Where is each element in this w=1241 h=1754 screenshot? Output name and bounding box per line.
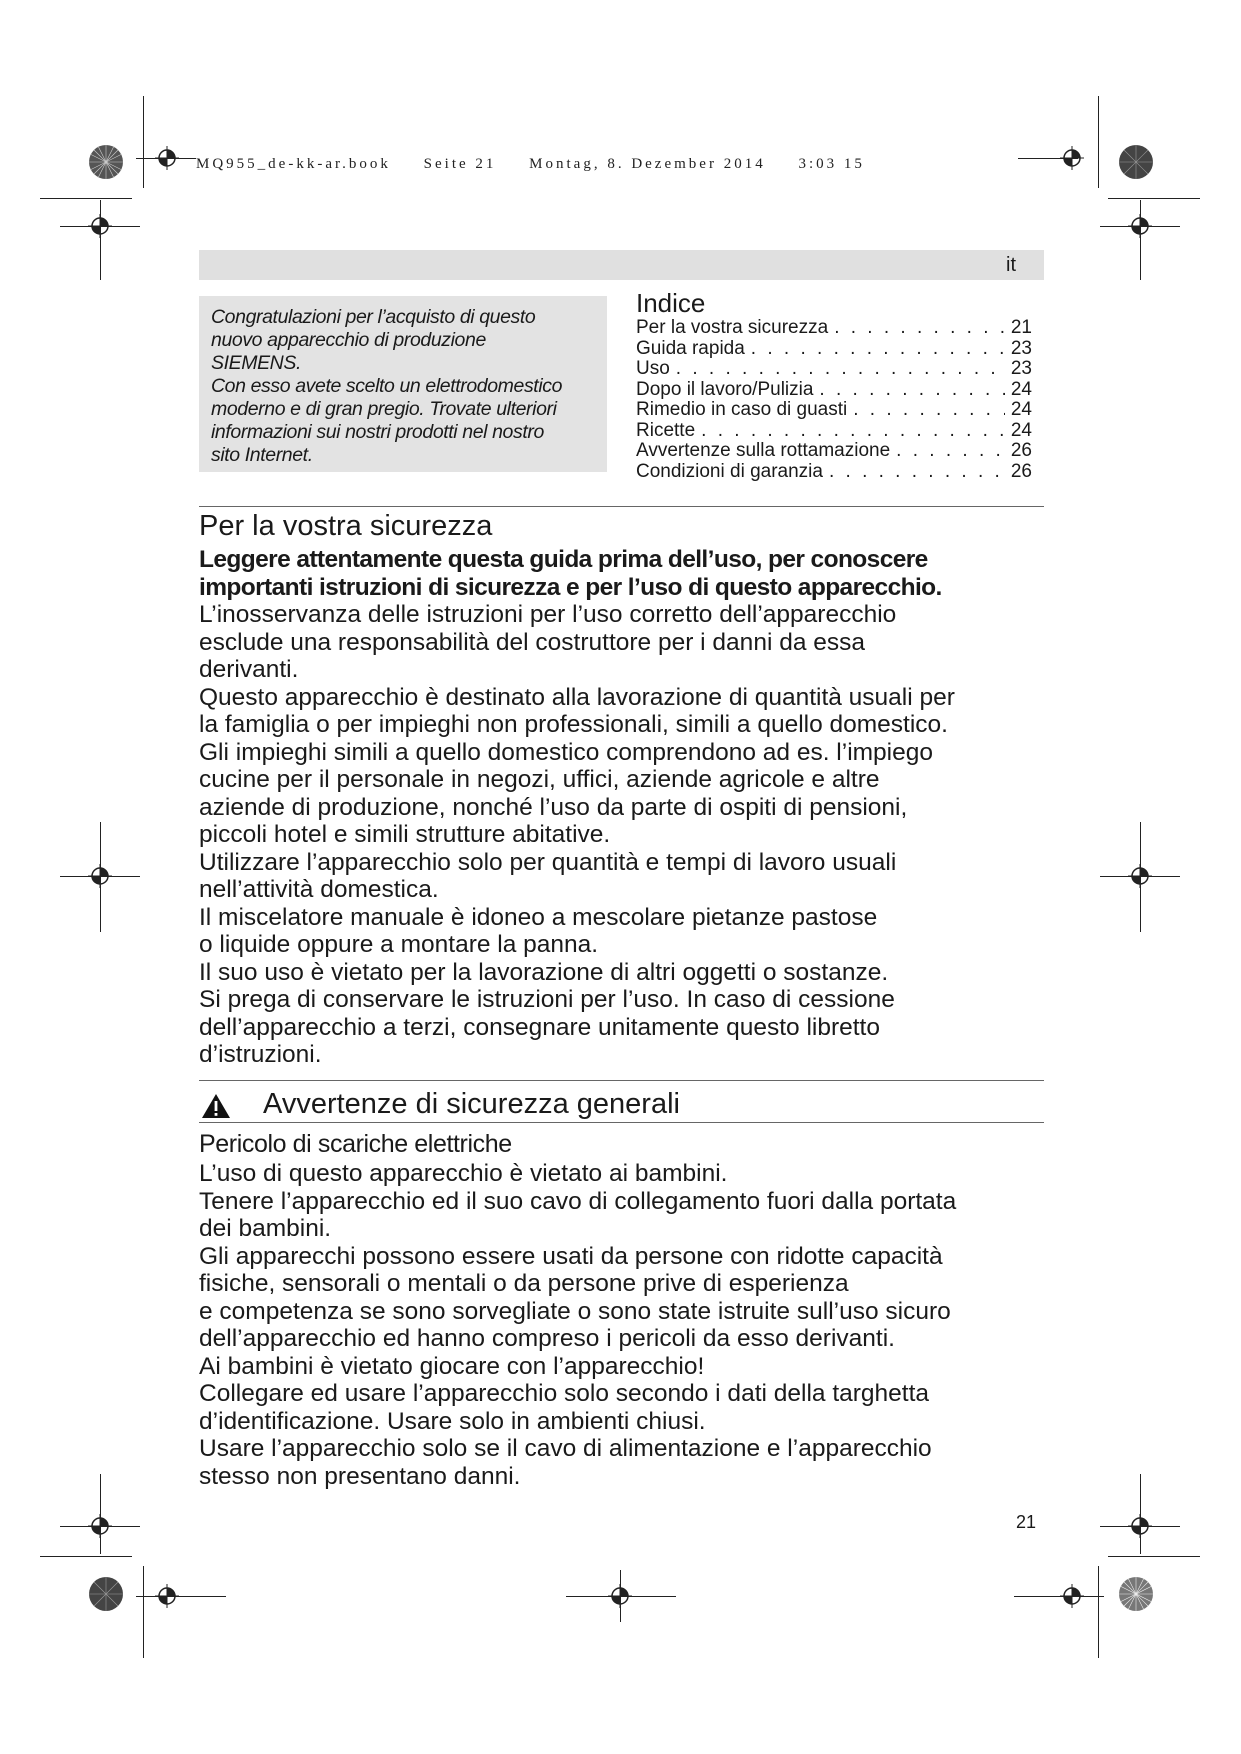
electric-shock-subheading: Pericolo di scariche elettriche [199, 1130, 512, 1158]
safety-body-line: derivanti. [199, 656, 299, 683]
intro-line: Con esso avete scelto un elettrodomestico [211, 375, 563, 397]
toc-entry-label: Condizioni di garanzia [636, 460, 823, 482]
safety-body-line: la famiglia o per impieghi non professionali, simili a quello domestico. [199, 711, 948, 738]
crosshair-icon [155, 1584, 179, 1608]
print-header-page: Seite 21 [423, 156, 497, 172]
crop-mark [143, 1566, 144, 1658]
warning-triangle-icon [201, 1093, 231, 1119]
warning-body-line: L’uso di questo apparecchio è vietato ai bambini. [199, 1160, 728, 1187]
safety-body-line: dell’apparecchio a terzi, consegnare unitamente questo libretto [199, 1013, 880, 1041]
crop-mark [100, 200, 101, 280]
section-divider [199, 506, 1044, 507]
crop-mark [40, 1556, 132, 1557]
toc-entry-label: Dopo il lavoro/Pulizia [636, 378, 814, 400]
crop-mark [1098, 96, 1099, 188]
crosshair-icon [88, 864, 112, 888]
intro-line: Congratulazioni per l’acquisto di questo [211, 306, 536, 328]
crosshair-icon [88, 1514, 112, 1538]
toc-leader [853, 400, 1005, 421]
safety-body-line: L’inosservanza delle istruzioni per l’uso corretto dell’apparecchio [199, 601, 897, 628]
warning-body-line: dell’apparecchio ed hanno compreso i pericoli da esso derivanti. [199, 1325, 895, 1352]
toc-entry-label: Per la vostra sicurezza [636, 317, 829, 338]
print-header-file: MQ955_de-kk-ar.book [196, 156, 391, 172]
safety-body [199, 601, 1059, 1069]
crosshair-icon [608, 1584, 632, 1608]
safety-body-line: Utilizzare l’apparecchio solo per quantità e tempi di lavoro usuali [199, 848, 897, 876]
registration-wheel-icon [1118, 144, 1154, 180]
toc-entry[interactable] [636, 400, 1032, 421]
intro-line: informazioni sui nostri prodotti nel nostro [211, 421, 544, 443]
safety-body-line: esclude una responsabilità del costruttore per i danni da essa [199, 628, 865, 656]
registration-wheel-icon [88, 144, 124, 180]
warning-body-line: Gli apparecchi possono essere usati da persone con ridotte capacità [199, 1242, 943, 1270]
crosshair-icon [1128, 1514, 1152, 1538]
intro-line: sito Internet. [211, 444, 313, 466]
general-warnings-heading [199, 1087, 1044, 1121]
toc-entry[interactable] [636, 380, 1032, 401]
general-warnings-title: Avvertenze di sicurezza generali [263, 1088, 680, 1120]
safety-body-line: Il suo uso è vietato per la lavorazione di altri oggetti o sostanze. [199, 958, 889, 986]
registration-wheel-icon [1118, 1576, 1154, 1612]
intro-text [211, 306, 603, 467]
print-header-time: 3:03 15 [798, 156, 865, 172]
safety-body-line: cucine per il personale in negozi, uffici, aziende agricole e altre [199, 766, 880, 793]
safety-body-line: Il miscelatore manuale è idoneo a mescolare pietanze pastose [199, 903, 878, 931]
toc-entry-page: 26 [1010, 460, 1032, 482]
toc-entry-label: Ricette [636, 419, 696, 441]
safety-body-line: o liquide oppure a montare la panna. [199, 931, 599, 958]
crosshair-icon [1128, 214, 1152, 238]
toc-entry-page: 24 [1010, 399, 1032, 420]
toc-leader [834, 318, 1005, 339]
safety-body-line: nell’attività domestica. [199, 876, 439, 903]
warning-body-line: e competenza se sono sorvegliate o sono state istruite sull’uso sicuro [199, 1297, 951, 1325]
toc-leader [751, 339, 1005, 360]
warning-body-line: Usare l’apparecchio solo se il cavo di alimentazione e l’apparecchio [199, 1435, 932, 1462]
toc-leader [829, 462, 1005, 483]
toc-entry[interactable] [636, 421, 1032, 442]
toc-leader [896, 441, 1005, 462]
safety-body-line: Gli impieghi simili a quello domestico comprendono ad es. l’impiego [199, 738, 933, 766]
registration-wheel-icon [88, 1576, 124, 1612]
language-tab: it [1006, 254, 1016, 276]
toc-leader [819, 380, 1004, 401]
safety-lead-line: importanti istruzioni di sicurezza e per l’uso di questo apparecchio. [199, 573, 942, 601]
toc-leader [676, 359, 1005, 380]
crosshair-icon [1060, 1584, 1084, 1608]
toc-entry[interactable] [636, 359, 1032, 380]
print-header-date: Montag, 8. Dezember 2014 [529, 156, 766, 172]
section-divider [199, 1080, 1044, 1081]
safety-body-line: d’istruzioni. [199, 1041, 322, 1068]
safety-body-line: Si prega di conservare le istruzioni per l’uso. In caso di cessione [199, 986, 895, 1013]
toc-entry[interactable] [636, 318, 1032, 339]
crop-mark [136, 1596, 226, 1597]
toc-leader [701, 421, 1005, 442]
crop-mark [40, 198, 132, 199]
warning-body-line: Tenere l’apparecchio ed il suo cavo di collegamento fuori dalla portata [199, 1187, 957, 1215]
toc-entry-page: 24 [1010, 419, 1032, 441]
print-header [196, 156, 891, 173]
toc-entry-page: 24 [1010, 378, 1032, 400]
intro-box [199, 296, 607, 472]
crosshair-icon [1128, 864, 1152, 888]
toc-entry-label: Uso [636, 358, 670, 379]
toc-entry-label: Avvertenze sulla rottamazione [636, 440, 891, 461]
toc-entry[interactable] [636, 462, 1032, 483]
warning-body-line: d’identificazione. Usare solo in ambienti chiusi. [199, 1407, 706, 1435]
safety-body-line: aziende di produzione, nonché l’uso da parte di ospiti di pensioni, [199, 793, 908, 821]
safety-body-line: Questo apparecchio è destinato alla lavorazione di quantità usuali per [199, 683, 955, 711]
crop-mark [1108, 1556, 1200, 1557]
crop-mark [1098, 1566, 1099, 1658]
safety-body-line: piccoli hotel e simili strutture abitative. [199, 821, 611, 848]
crosshair-icon [155, 146, 179, 170]
toc-title: Indice [636, 288, 706, 318]
warning-body-line: Collegare ed usare l’apparecchio solo secondo i dati della targhetta [199, 1380, 930, 1407]
toc-entry-page: 26 [1010, 440, 1032, 461]
safety-lead [199, 546, 1049, 601]
toc-entry[interactable] [636, 339, 1032, 360]
toc-entry-label: Guida rapida [636, 337, 745, 359]
language-bar [199, 250, 1044, 280]
warning-body-line: fisiche, sensorali o mentali o da persone prive di esperienza [199, 1270, 849, 1297]
toc-entry-page: 23 [1010, 337, 1032, 359]
crosshair-icon [1060, 146, 1084, 170]
page-number: 21 [1016, 1512, 1037, 1532]
crop-mark [1014, 1596, 1104, 1597]
crop-mark [1108, 198, 1200, 199]
safety-lead-line: Leggere attentamente questa guida prima dell’uso, per conoscere [199, 546, 928, 573]
crosshair-icon [88, 214, 112, 238]
intro-line: nuovo apparecchio di produzione [211, 329, 486, 351]
intro-line: moderno e di gran pregio. Trovate ulteriori [211, 398, 557, 420]
warning-body-line: stesso non presentano danni. [199, 1462, 521, 1490]
crop-mark [1140, 200, 1141, 280]
intro-line: SIEMENS. [211, 352, 301, 374]
toc-entry[interactable] [636, 441, 1032, 462]
safety-heading: Per la vostra sicurezza [199, 510, 493, 542]
general-warnings-body [199, 1160, 1059, 1490]
crop-mark [143, 96, 144, 188]
warning-body-line: Ai bambini è vietato giocare con l’apparecchio! [199, 1352, 705, 1380]
toc-entry-label: Rimedio in caso di guasti [636, 399, 848, 420]
warning-body-line: dei bambini. [199, 1215, 332, 1242]
table-of-contents [636, 318, 1032, 482]
section-divider [199, 1122, 1044, 1123]
toc-entry-page: 21 [1010, 317, 1032, 338]
toc-entry-page: 23 [1010, 358, 1032, 379]
